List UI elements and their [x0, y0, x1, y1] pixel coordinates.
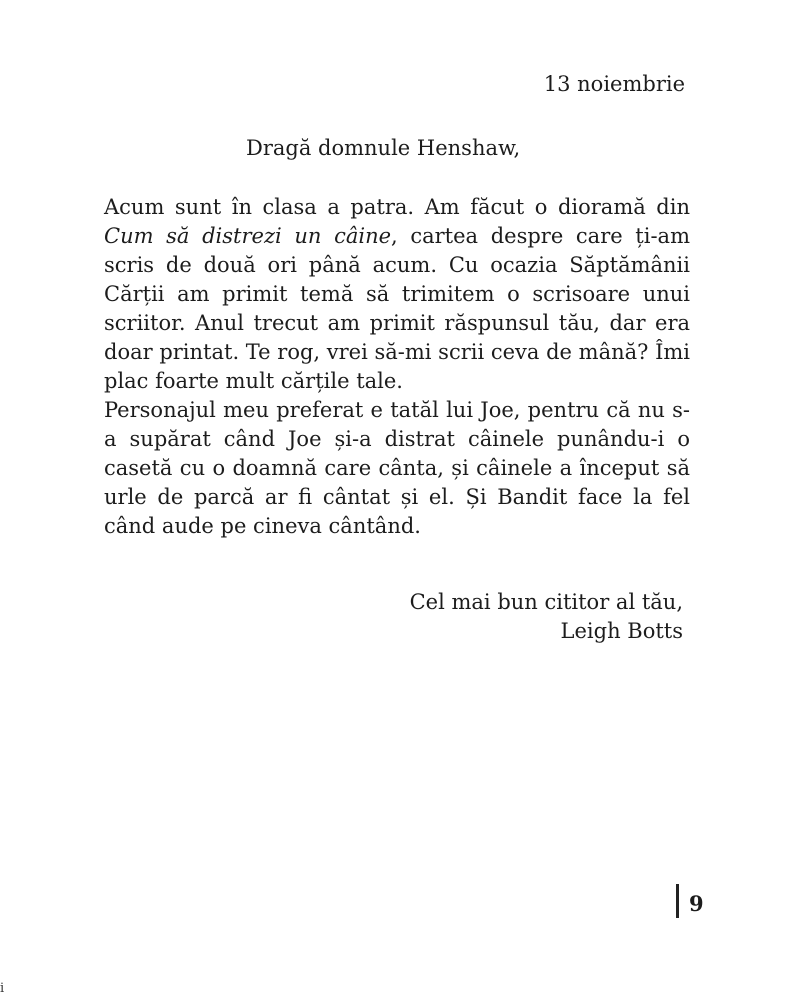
paragraph-2: Personajul meu preferat e tatăl lui Joe, pentru că nu s-a supărat când Joe și-a distrat câinele punându-i o casetă cu o doamnă care cânta, și câinele a început să urle de parcă ar fi cântat și el. Și Bandit face la fel când aude pe cineva cântând. [104, 398, 690, 538]
paragraph-1 [104, 193, 690, 396]
book-title: Cum să distrezi un câine [104, 224, 392, 248]
page-number: 9 [689, 891, 704, 916]
letter-body [104, 193, 690, 541]
letter-salutation: Dragă domnule Henshaw, [246, 136, 521, 160]
paragraph-1-intro: Acum sunt în clasa a patra. Am făcut o dioramă din [104, 195, 690, 219]
letter-date: 13 noiembrie [543, 72, 685, 96]
edge-mark: i [0, 981, 5, 996]
paragraph-1-rest: , cartea despre care ți-am scris de două ori până acum. Cu ocazia Săptămânii Cărții am primit temă să trimitem o scrisoare unui scriitor. Anul trecut am primit răspunsul tău, dar era doar printat. Te rog, vrei să-mi scrii ceva de mână? Îmi plac foarte mult cărțile tale. [104, 224, 690, 393]
page-number-divider [676, 884, 679, 918]
letter-closing: Cel mai bun cititor al tău, [409, 590, 683, 614]
letter-closing-block [410, 588, 683, 646]
letter-signature: Leigh Botts [560, 619, 683, 643]
